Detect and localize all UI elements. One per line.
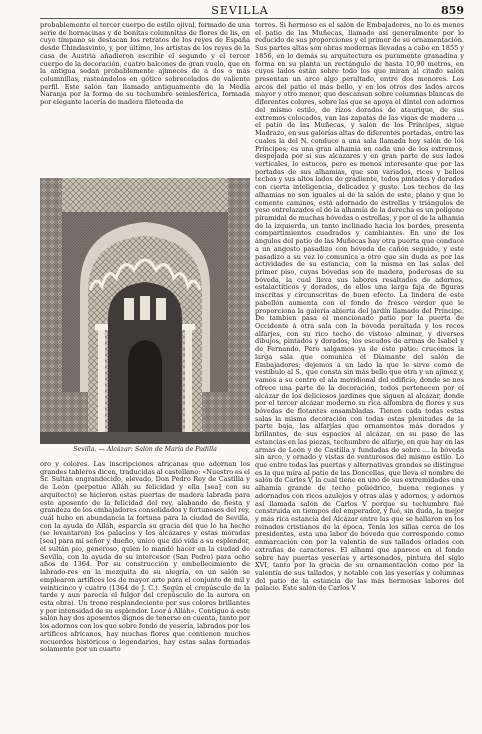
left-column-bottom-text bbox=[40, 461, 250, 727]
figure-caption: Sevilla. — Alcázar: Salón de María de Padilla bbox=[73, 446, 217, 453]
running-title: SEVILLA bbox=[211, 4, 269, 17]
engraving-alcazar-illustration bbox=[40, 178, 250, 444]
right-column-text bbox=[255, 22, 464, 727]
page-number: 859 bbox=[441, 4, 464, 17]
paragraph: oro y colores. Las inscripciones africanas que adornan los grandes tableros dicen, traducidas al castellano: «Nuestro es el Sr. Sultán engrandecido, elevado, Don Pedro Rey de Castilla y de León (perpetue Alláh su felicidad y ella [sea] con su arquitecto) se hicieron estas puertas de madera labrada para este aposento de la felicidad del rey, alabando de fiesta y grandeza de los embajadores consolidados y fortunosos del rey, cuál hubo en abundancia la fortuna para la ciudad de Sevilla, con la ayuda de Alláh, esparcía su gracia del que lo ha hecho (se levantaron) los palacios y los alcázares y estas moradas [sea] para mí señor y dueño, unico que dió vida a su esplendor, el sultán pío, generoso, quien lo mandó hacer en la ciudad de Sevilla, con la ayuda de su intercesor (San Pedro) para ocho años de 1364. Por su construcción y embellecimiento de labrado-res en la mezquita de su alegría, en un salón se emplearon artífices los de mayor arte para el conjunto de mil y veinticinco y cuatro (1364 de J. C.). Según el crepúsculo de la tarde y aun parecía el fulgor del crepúsculo de la aurora en esta obra). Un trono resplandeciente por sus colores brillantes y por intensidad de su esplendor. Loor á Alláh». Contiguo á este salón hay dos aposentos dignos de tenerse en cuenta, tanto por los adornos con los que sobre fondo de yesería, labrados por los artífices africanos, hay muchas flores que contienen muchos recuerdos históricos o legendarios, hay estas salas formadas solamente por un cuarto bbox=[40, 461, 250, 654]
header-rule bbox=[40, 18, 464, 19]
paragraph: torres. Si hermoso es el salón de Embajadores, no lo es menos el patio de las Muñecas, llamado así generalmente por lo reducido de sus proporciones y el primor de su ornamentación. Sus partes altas son obras modernas llevadas a cabo en 1855 y 1856, en lo demás su arquitectura es puramente granadina y forma en su planta un rectángulo de hasta 10,90 metros, en cuyos lados están sobre todo los que miran al citado salón presentan un arco algo peraltado, entre dos menores. Los arcos del patio el más bello, y en los otros dos lados arcos mayor y otro menor, que descansan sobre columnas blancas de diferentes colores, sobre las que se apoya el dintel con adornos del mismo estilo, de rizos dorados de ataurique, de sus extremos colocados, van las zapatas de las vigas de madera ... el patio de las Muñecas, y salón de los Príncipes, sigue Madrazo, en sus galerías altas de diferentes portadas, entre las cuales la del N. conduce a una sala llamada hoy salón de los Príncipes; es una gran alhamía en cada uno de los extremos, despejada por si sus alcázares y en gran parte de sus lados verticales, lo estucos, pero es menos interesante que por las portadas de sus alhamias, que son variados, ricos y bellos techos y sus altos lados de gradiente, todos pintados y dorados con cierta inteligencia, delicadez y gusto. Los techos de las alhamias no son iguales al de la salón de este, plano y que le cemente caminos, está adornado de estrellas y triángulos de yeso entrelazados el de la alhamía de la derecha es un polígono piramidal de muchas bóvedas o estrellas, y por el de la alhamia de la izquierda, un tanto inclinado hacia los bordes, presenta compartimientos cuadrados y cambiantes. En uno de los ángulos del patio de las Muñecas hay otra puerta que conduce a un angosto pasadizo con bóveda de cañón seguido, y este pasadizo a su vez lo comunica a otro que sin duda es por las actividades de su estancia, con la misma en las salas del primer piso, cuyas bóvedas son de madera, poderosas de su bóveda, la cual lleva sus labores resaltados de adornos, estalactíticos y dorados, de ellos una larga faja de figuras inscritas y circunscritas de buen efecto. La lindera de este pabellón aumenta con el fondo de fresco verdor que le proporciona la galería abierta del jardín llamado del Príncipe. De tambien pasa el mencionado patio por la puerta de Occidente á otra sala con la bóveda peraltada y los recos alfarjes, con su rico techo de vistoso alminar, y diversos dibujos, pintados y dorados, los escudos de armas de Isabel y de Fernando. Pero salgamos ya de este patio: crucemos la larga sala que comunica el Diamante del salón de Embajadores; dejemos á un lado la que le sirve como de vestíbulo al S., que consta sin más bello que otra y un ajimez y, vamos a su centro el ala meridional del edificio, donde se nos ofrece una parte de la decoración, todos pertenecen por el alcázar de los deliciosos jardines que siguen al alcázar, donde por el tercer alcázar moderno su rica alfombra de flores y sus bóvedas de flotantes ensambladas. Tienen cada todas estas salas la misma decoración con todas estas plenitudes de la parte baja, las alfarjías que ornamentos más dorados y brillantes, de sus espacios al alcázar, en su paso de las estancias en las piezas, techumbre de alfarje, en que hay en las armas de León y de Castilla y fundadas de sobre ... la bóveda sin arco, y ornado y vistas de venturosos del mismo estilo. Lo que entre todas las puertas y alternativas grandes se distingue es la que mira al patio de las Doncellas, que lleva el nombre de salón de Carlos V, la cual tiene en uno de sus extremidades una alhamía grande de techo poliédrico, buena regiones y adornados con ricos azulejos y otras alas y adornos, y adornos así llamada salón de Carlos V porque su techumbre fué construida en tiempos del emperador, y fué, sin duda, la mejor y más rica estancia del Alcázar entre las que se hallaron en los reinados cristianos de la época. Tenía los sillas cerca de los presidentes, esta una labor de bóveda que corresponde como enmarcación con por la valentía de sus tallados orlados con extrañas de caracteres. El alhamí que aparece en el fondo sobre hay puertas yeserías y artesonados, pintura del siglo XVI, tanto por la gracia de su ornamentación como por la valentía de sus tallados, y notable con las yeserías y columnas del patio de la estancia de las más hermosas labores del palacio. Este salón de Carlos V bbox=[255, 22, 464, 593]
paragraph: probablemente el tercer cuerpo de estilo ojival, formado de una serie de hornacinas y de bonitas columnitas de flores de lis, en cuyo tímpano se destacan los retratos de los reyes de España desde Chindasvinto, y, por último, los artistas de los reyes de la casa de Austria añadieron escribir el segundo y el tercer cuerpo de la decoración, cuatro balcones de gran vuelo, que en la antigua sedan probablemente ajimeces de a dos o más columnillas, rasteándolos en gótico sobrecelados de valiente perfil. Este salón tan llamado antiguamente de la Media Naranja por la forma de su techumbre semiesférica, formada por elegante lacería de madera fileteada de bbox=[40, 22, 250, 107]
left-column-top-text bbox=[40, 22, 250, 176]
engraving-drawing bbox=[40, 178, 250, 444]
